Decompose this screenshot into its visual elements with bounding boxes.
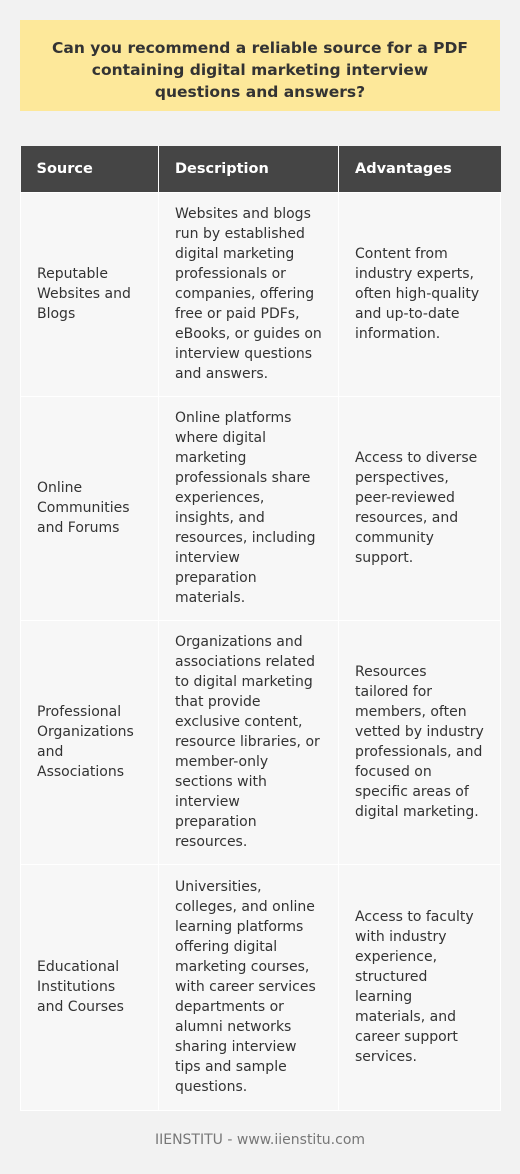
table-header-row [21, 146, 501, 192]
sources-table [20, 146, 501, 1111]
cell-source: Reputable Websites and Blogs [21, 192, 159, 396]
header-description: Description [159, 146, 339, 192]
cell-advantages: Access to diverse perspectives, peer-reviewed resources, and community support. [339, 396, 501, 620]
page-title: Can you recommend a reliable source for a PDF containing digital marketing interview questions and answers? [20, 20, 500, 111]
cell-description: Organizations and associations related to digital marketing that provide exclusive content, resource libraries, or member-only sections with interview preparation resources. [159, 620, 339, 864]
cell-description: Universities, colleges, and online learning platforms offering digital marketing courses, with career services departments or alumni networks sharing interview tips and sample questions. [159, 864, 339, 1110]
cell-description: Online platforms where digital marketing professionals share experiences, insights, and resources, including interview preparation materials. [159, 396, 339, 620]
cell-source: Online Communities and Forums [21, 396, 159, 620]
header-advantages: Advantages [339, 146, 501, 192]
header-source: Source [21, 146, 159, 192]
footer-credit: IIENSTITU - www.iienstitu.com [154, 1132, 366, 1148]
table-row [21, 864, 501, 1110]
cell-source: Professional Organizations and Associations [21, 620, 159, 864]
table-row [21, 192, 501, 396]
cell-advantages: Access to faculty with industry experience, structured learning materials, and career support services. [339, 864, 501, 1110]
cell-advantages: Content from industry experts, often high-quality and up-to-date information. [339, 192, 501, 396]
cell-source: Educational Institutions and Courses [21, 864, 159, 1110]
cell-advantages: Resources tailored for members, often vetted by industry professionals, and focused on specific areas of digital marketing. [339, 620, 501, 864]
table-row [21, 396, 501, 620]
cell-description: Websites and blogs run by established digital marketing professionals or companies, offering free or paid PDFs, eBooks, or guides on interview questions and answers. [159, 192, 339, 396]
table-row [21, 620, 501, 864]
